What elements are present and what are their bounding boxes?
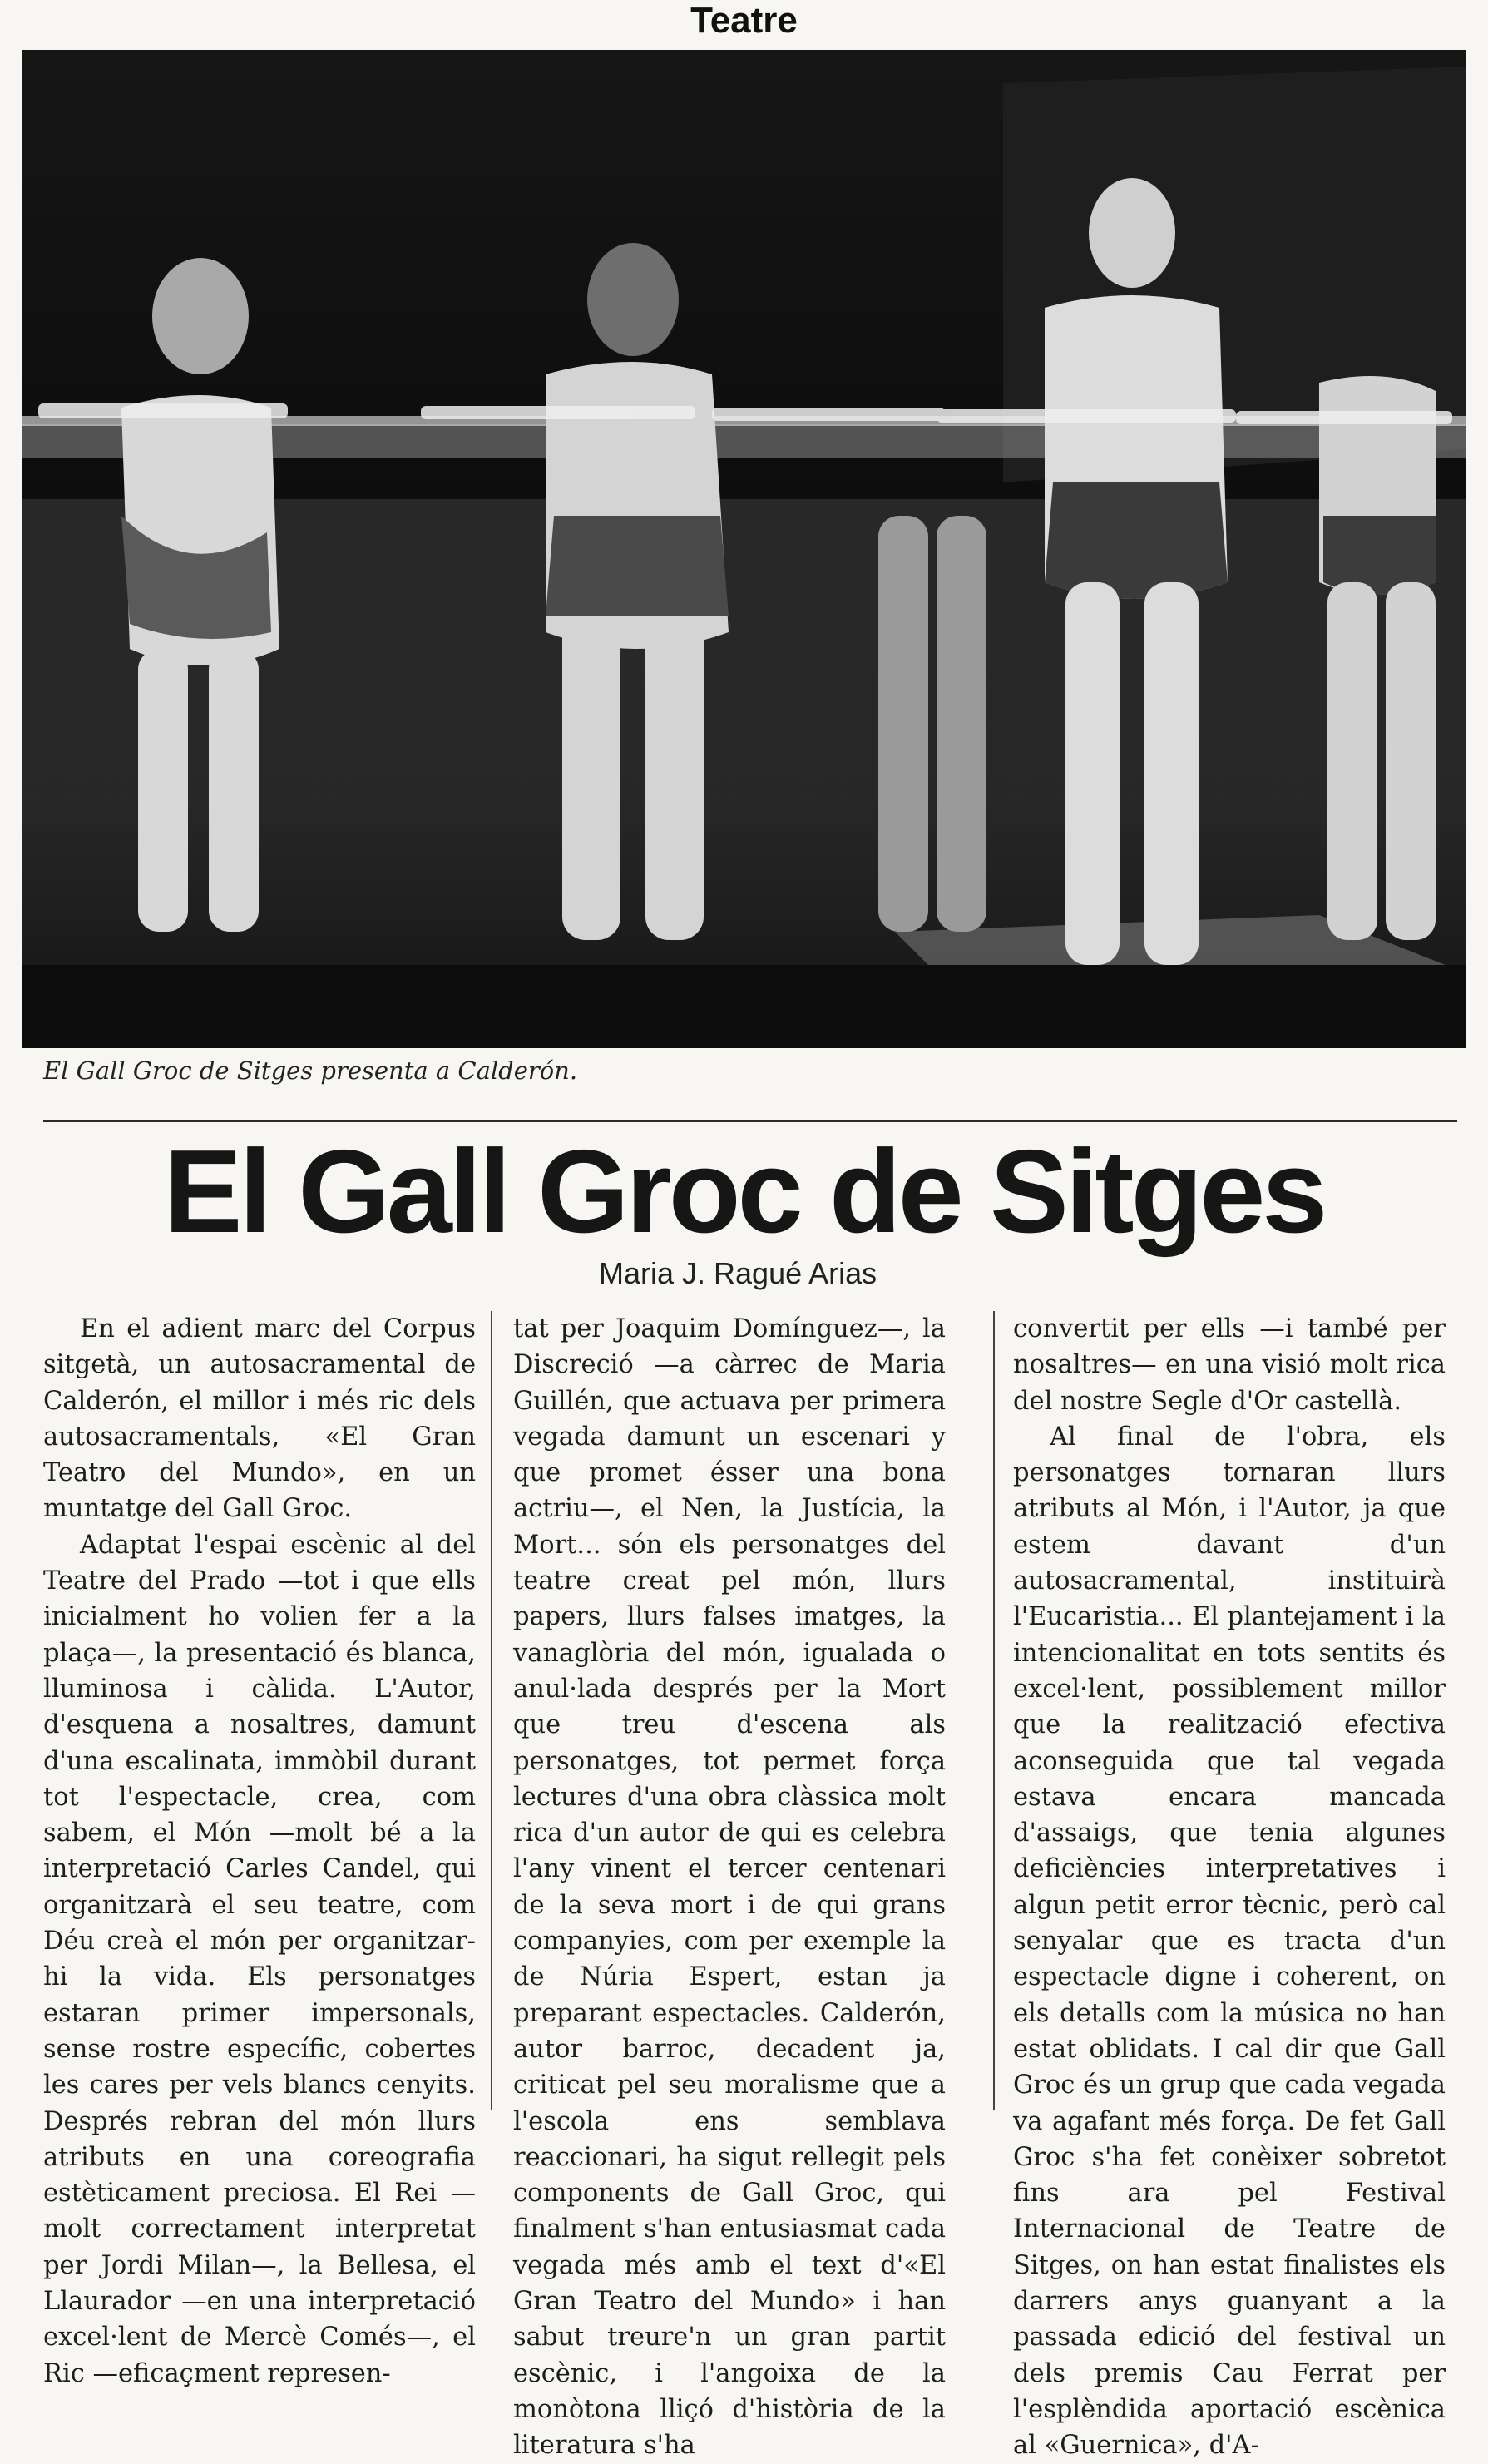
section-label: Teatre [690,0,798,41]
paragraph: Adaptat l'espai escènic al del Teatre del Prado —tot i que ells inicialment ho volien fer a la plaça—, la presentació és blanca, lluminosa i càlida. L'Autor, d'esquena a nosaltres, damunt d'una escalinata, immòbil durant tot l'espectacle, crea, com sabem, el Món —molt bé a la interpretació Carles Candel, qui organitzarà el seu teatre, com Déu creà el món per organitzar-hi la vida. Els personatges estaran primer impersonals, sense rostre específic, cobertes les cares per vels blancs cenyits. Després rebran del món llurs atributs en una coreografia estèticament preciosa. El Rei —molt correctament interpretat per Jordi Milan—, la Bellesa, el Llaurador —en una interpretació excel·lent de Mercè Comés—, el Ric —eficaçment represen- [43,1530,476,2388]
article-column-3 [1013,1311,1446,2461]
paragraph: Al final de l'obra, els personatges tornaran llurs atributs al Món, i l'Autor, ja que estem davant d'un autosacramental, instituirà l'Eucaristia... El plantejament i la intencionalitat en tots sentits és excel·lent, possiblement millor que la realització efectiva aconseguida que tal vegada estava encara mancada d'assaigs, que tenia algunes deficiències interpretatives i algun petit error tècnic, però cal senyalar que es tracta d'un espectacle digne i coherent, on els detalls com la música no han estat oblidats. I cal dir que Gall Groc és un grup que cada vegada va agafant més força. De fet Gall Groc s'ha fet conèixer sobretot fins ara pel Festival Internacional de Teatre de Sitges, on han estat finalistes els darrers anys guanyant a la passada edició del festival un dels premis Cau Ferrat per l'esplèndida aportació escènica al «Guernica», d'A- [1013,1422,1446,2461]
divider-rule [43,1120,1457,1122]
column-divider [993,1311,995,2110]
article-headline: El Gall Groc de Sitges [163,1126,1325,1258]
article-column-2 [513,1311,946,2461]
stage-photo-icon [22,50,1466,1048]
article-column-1 [43,1311,476,2388]
paragraph: tat per Joaquim Domínguez—, la Discreció —a càrrec de Maria Guillén, que actuava per primera vegada damunt un escenari y que promet ésser una bona actriu—, el Nen, la Justícia, la Mort... són els personatges del teatre creat pel món, llurs papers, llurs falses imatges, la vanaglòria del món, igualada o anul·lada després per la Mort que treu d'escena als personatges, tot permet força lectures d'una obra clàssica molt rica d'un autor de qui es celebra l'any vinent el tercer centenari de la seva mort i de qui grans companyies, com per exemple la de Núria Espert, estan ja preparant espectacles. Calderón, autor barroc, decadent ja, criticat pel seu moralisme que a l'escola ens semblava reaccionari, ha sigut rellegit pels components de Gall Groc, qui finalment s'han entusiasmat cada vegada més amb el text d'«El Gran Teatro del Mundo» i han sabut treure'n un gran partit escènic, i l'angoixa de la monòtona lliçó d'història de la literatura s'ha [513,1314,946,2461]
stage-photo [22,50,1466,1048]
paragraph: convertit per ells —i també per nosaltres— en una visió molt rica del nostre Segle d'Or castellà. [1013,1314,1446,1416]
column-divider [491,1311,492,2110]
article-byline: Maria J. Ragué Arias [599,1256,877,1290]
paragraph: En el adient marc del Corpus sitgetà, un autosacramental de Calderón, el millor i més ric dels autosacramentals, «El Gran Teatro del Mundo», en un muntatge del Gall Groc. [43,1314,476,1524]
photo-caption: El Gall Groc de Sitges presenta a Calderón. [43,1056,578,1085]
